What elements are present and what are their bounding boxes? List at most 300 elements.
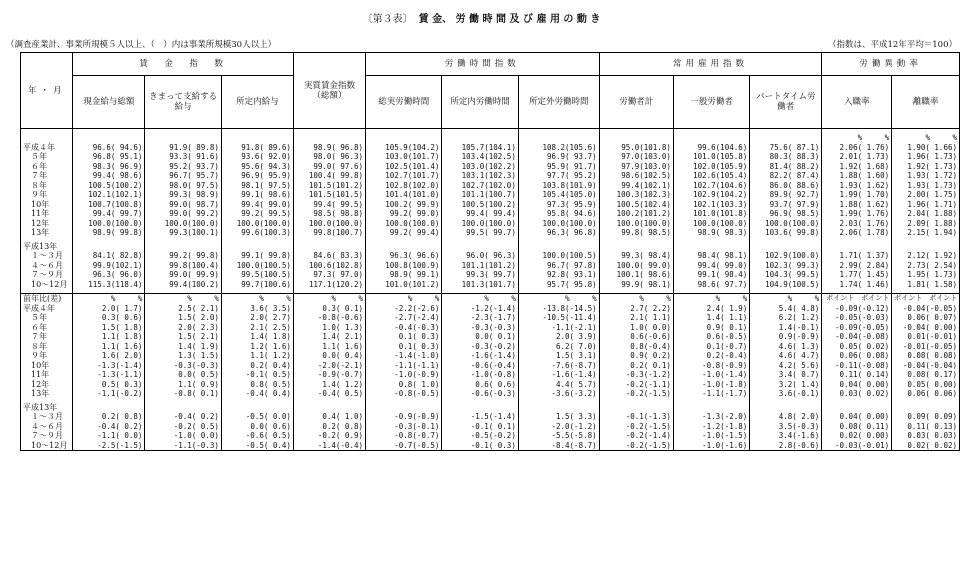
table-cell: -2.0(-2.1)	[293, 361, 365, 371]
table-cell: 2.15( 1.94)	[892, 228, 960, 238]
table-cell: ポイント ポイント	[822, 294, 892, 304]
table-cell: -1.1(-1.7)	[673, 389, 749, 399]
group-employment-index: 常用雇用指数	[599, 53, 822, 76]
table-cell: % %	[145, 294, 221, 304]
table-cell	[442, 133, 518, 143]
table-cell: 101.5(101.2)	[293, 181, 365, 191]
table-cell: 100.2(101.2)	[599, 209, 673, 219]
table-cell: -1.0(-1.5)	[673, 431, 749, 441]
table-cell: % %	[750, 294, 822, 304]
table-cell: 103.0(101.7)	[366, 152, 442, 162]
table-cell: -0.9(-0.9)	[366, 412, 442, 422]
table-cell: 1.6( 2.0)	[73, 351, 145, 361]
table-cell: -0.1( 0.3)	[442, 441, 518, 451]
table-cell: -0.8(-0.7)	[366, 431, 442, 441]
table-row	[21, 380, 960, 390]
table-cell: % %	[221, 294, 293, 304]
table-cell	[221, 403, 293, 413]
table-cell: 93.7( 97.9)	[750, 200, 822, 210]
table-cell: 100.5(102.4)	[599, 200, 673, 210]
table-row	[21, 261, 960, 271]
table-cell: -0.8(-0.9)	[673, 361, 749, 371]
table-cell	[442, 242, 518, 252]
table-cell: 0.3( 0.6)	[73, 313, 145, 323]
table-row	[21, 304, 960, 314]
table-cell	[293, 133, 365, 143]
table-cell: 0.9( 0.1)	[673, 323, 749, 333]
group-real-wage: 実質賃金指数（総額）	[293, 53, 365, 129]
table-cell	[673, 242, 749, 252]
unit-row	[21, 133, 960, 143]
table-cell: 82.2( 87.4)	[750, 171, 822, 181]
table-cell: 99.0( 99.2)	[145, 209, 221, 219]
table-cell: -0.4( 0.2)	[145, 412, 221, 422]
table-cell: 93.6( 92.0)	[221, 152, 293, 162]
table-cell	[518, 133, 599, 143]
table-cell: 1.92( 1.68)	[822, 162, 892, 172]
table-cell: 99.8( 98.5)	[599, 228, 673, 238]
row-label: ８年	[21, 342, 73, 352]
table-row	[21, 219, 960, 229]
table-cell: -0.2(-1.4)	[599, 431, 673, 441]
table-cell: 98.4( 98.1)	[673, 251, 749, 261]
table-cell: 1.1( 1.6)	[73, 342, 145, 352]
table-cell: 4.4( 5.7)	[518, 380, 599, 390]
table-cell: -8.4(-8.7)	[518, 441, 599, 451]
table-cell: 0.1( 0.3)	[366, 342, 442, 352]
table-cell: 99.4( 99.4)	[442, 209, 518, 219]
col-cash-total: 現金給与総額	[73, 76, 145, 129]
table-cell: 0.1(-0.7)	[673, 342, 749, 352]
table-cell: 0.02( 0.02)	[892, 441, 960, 451]
table-cell: -0.2( 0.5)	[145, 422, 221, 432]
group-label-row	[21, 403, 960, 413]
table-cell: 100.6(102.8)	[293, 261, 365, 271]
table-cell: 96.9( 93.7)	[518, 152, 599, 162]
table-row	[21, 332, 960, 342]
table-cell: 1.0( 1.3)	[293, 323, 365, 333]
table-row	[21, 152, 960, 162]
table-cell: -0.1( 0.1)	[442, 422, 518, 432]
table-cell	[518, 242, 599, 252]
table-body	[21, 129, 960, 451]
table-tag: 〔第３表〕	[362, 14, 413, 25]
table-cell: 99.3(100.1)	[145, 228, 221, 238]
table-cell: 0.6(-0.5)	[673, 332, 749, 342]
table-cell: 1.95( 1.73)	[892, 270, 960, 280]
table-cell: 1.1( 0.9)	[145, 380, 221, 390]
table-cell: 84.1( 82.8)	[73, 251, 145, 261]
row-label: ５年	[21, 313, 73, 323]
table-cell: 0.11( 0.14)	[822, 370, 892, 380]
table-cell: 1.5( 3.1)	[518, 351, 599, 361]
table-row	[21, 313, 960, 323]
table-cell: -2.5(-1.5)	[73, 441, 145, 451]
table-cell: 103.6( 99.8)	[750, 228, 822, 238]
row-label: ９年	[21, 351, 73, 361]
table-cell: 96.7( 95.7)	[145, 171, 221, 181]
table-cell: 99.8(100.7)	[293, 228, 365, 238]
table-row	[21, 361, 960, 371]
table-cell: 101.0(101.2)	[366, 280, 442, 290]
table-cell: -0.8(-0.6)	[293, 313, 365, 323]
table-cell: -0.3(-0.3)	[145, 361, 221, 371]
table-cell: 98.9( 99.1)	[366, 270, 442, 280]
row-label: 11年	[21, 370, 73, 380]
table-cell: 99.3( 99.7)	[442, 270, 518, 280]
table-cell: 102.9(104.2)	[673, 190, 749, 200]
table-cell: 100.5(100.2)	[73, 181, 145, 191]
col-scheduled-pay: 所定内給与	[221, 76, 293, 129]
table-cell: -0.6( 0.5)	[221, 431, 293, 441]
table-cell: 100.0(100.0)	[73, 219, 145, 229]
table-cell: 6.2( 7.0)	[518, 342, 599, 352]
table-cell: 100.0(100.0)	[145, 219, 221, 229]
table-cell: -2.0(-1.2)	[518, 422, 599, 432]
table-cell: 100.5(100.2)	[442, 200, 518, 210]
table-cell: -1.1(-2.1)	[518, 323, 599, 333]
table-cell: 95.7( 95.8)	[518, 280, 599, 290]
table-cell: 1.4(-0.1)	[750, 323, 822, 333]
table-cell: 1.0( 0.0)	[599, 323, 673, 333]
table-cell: 84.6( 83.3)	[293, 251, 365, 261]
table-cell: 101.0(105.8)	[673, 152, 749, 162]
table-cell: 1.74( 1.46)	[822, 280, 892, 290]
table-cell: 99.2( 99.4)	[366, 228, 442, 238]
table-cell: -1.4(-1.0)	[366, 351, 442, 361]
table-cell: -1.5(-1.4)	[442, 412, 518, 422]
table-cell: 91.8( 89.6)	[221, 143, 293, 153]
table-cell	[822, 242, 892, 252]
table-cell	[73, 242, 145, 252]
table-cell: 99.4(102.1)	[599, 181, 673, 191]
unit-row	[21, 294, 960, 304]
row-label: ８年	[21, 181, 73, 191]
table-row	[21, 251, 960, 261]
table-cell: 100.8(100.9)	[366, 261, 442, 271]
table-row	[21, 389, 960, 399]
table-cell: 0.2(-0.4)	[673, 351, 749, 361]
row-label: １～３月	[21, 251, 73, 261]
note-right: （指数は、平成12年平均＝100）	[827, 40, 957, 50]
table-cell: 105.9(104.2)	[366, 143, 442, 153]
table-cell: -0.04(-0.04)	[892, 361, 960, 371]
table-cell: -0.5(-0.2)	[442, 431, 518, 441]
table-cell: 104.9(100.5)	[750, 280, 822, 290]
table-cell: 1.99( 1.76)	[822, 209, 892, 219]
table-cell: 93.3( 91.6)	[145, 152, 221, 162]
table-cell: -0.1( 0.5)	[221, 370, 293, 380]
table-cell: 100.0(100.0)	[750, 219, 822, 229]
table-cell: -0.09(-0.12)	[822, 304, 892, 314]
table-cell: 0.8(-0.4)	[599, 342, 673, 352]
table-cell: 100.0(100.0)	[293, 219, 365, 229]
table-cell: 102.1(102.1)	[73, 190, 145, 200]
table-cell: 98.0( 97.5)	[145, 181, 221, 191]
table-row	[21, 431, 960, 441]
table-cell: 0.3( 0.1)	[293, 304, 365, 314]
table-row	[21, 342, 960, 352]
table-cell: -2.2(-2.6)	[366, 304, 442, 314]
row-label: 平成４年	[21, 143, 73, 153]
table-cell: 103.1(102.3)	[442, 171, 518, 181]
table-cell: 0.06( 0.07)	[892, 313, 960, 323]
group-hours-index: 労働時間指数	[366, 53, 600, 76]
table-cell: -1.0(-0.9)	[366, 370, 442, 380]
table-cell: 0.2( 0.8)	[73, 412, 145, 422]
table-cell: 100.0(100.0)	[442, 219, 518, 229]
table-cell: 2.04( 1.88)	[892, 209, 960, 219]
table-cell: 100.0(100.0)	[366, 219, 442, 229]
table-cell: 103.4(102.5)	[442, 152, 518, 162]
col-regular-pay: きまって支給する給与	[145, 76, 221, 129]
table-cell: 102.3( 99.3)	[750, 261, 822, 271]
table-cell: 0.4( 1.0)	[293, 412, 365, 422]
table-cell: -10.5(-11.4)	[518, 313, 599, 323]
table-cell: 2.01( 1.73)	[822, 152, 892, 162]
table-cell: % %	[673, 294, 749, 304]
table-cell: 2.0( 3.9)	[518, 332, 599, 342]
table-cell: -0.9(-0.7)	[293, 370, 365, 380]
table-cell	[892, 242, 960, 252]
table-cell: 3.4(-1.6)	[750, 431, 822, 441]
table-cell: -0.05(-0.03)	[822, 313, 892, 323]
table-cell: 99.7(100.6)	[221, 280, 293, 290]
table-cell: 0.6( 0.6)	[442, 380, 518, 390]
table-cell: 98.6( 97.7)	[673, 280, 749, 290]
col-general-workers: 一般労働者	[673, 76, 749, 129]
table-cell: 2.06( 1.76)	[822, 143, 892, 153]
table-cell: 98.9( 98.3)	[673, 228, 749, 238]
table-cell: 0.05( 0.02)	[822, 342, 892, 352]
table-cell	[750, 403, 822, 413]
table-cell: 1.88( 1.60)	[822, 171, 892, 181]
table-cell: 1.93( 1.62)	[822, 181, 892, 191]
table-cell: 104.3( 99.5)	[750, 270, 822, 280]
table-cell: 2.12( 1.92)	[892, 251, 960, 261]
table-cell: 2.0( 1.7)	[73, 304, 145, 314]
table-cell: 100.1( 98.6)	[599, 270, 673, 280]
row-label: ９年	[21, 190, 73, 200]
table-cell: 2.0( 2.7)	[221, 313, 293, 323]
table-cell: 99.0( 97.6)	[293, 162, 365, 172]
table-cell: 0.9( 0.2)	[599, 351, 673, 361]
table-cell: -0.03(-0.01)	[822, 441, 892, 451]
table-cell: -0.11(-0.08)	[822, 361, 892, 371]
table-cell: ポイント ポイント	[892, 294, 960, 304]
table-cell: 95.0(101.8)	[599, 143, 673, 153]
table-cell: 101.5(101.5)	[293, 190, 365, 200]
table-cell	[293, 403, 365, 413]
table-cell: -1.1(-0.2)	[73, 389, 145, 399]
table-cell: 99.4( 98.6)	[73, 171, 145, 181]
table-cell: 98.9( 99.8)	[73, 228, 145, 238]
table-cell: 102.0(105.9)	[673, 162, 749, 172]
table-cell: -0.2(-1.5)	[599, 422, 673, 432]
row-label: 12年	[21, 380, 73, 390]
table-cell: 1.5( 2.1)	[145, 332, 221, 342]
row-label	[21, 133, 73, 143]
table-cell: 1.71( 1.37)	[822, 251, 892, 261]
table-cell: 102.6(105.4)	[673, 171, 749, 181]
col-workers-total: 労働者計	[599, 76, 673, 129]
note-left: （調査産業計、事業所規模５人以上、（ ）内は事業所規模30人以上）	[6, 40, 277, 50]
table-cell: 97.0(103.0)	[599, 152, 673, 162]
table-cell: 96.9( 98.5)	[750, 209, 822, 219]
table-cell: 101.0(101.8)	[673, 209, 749, 219]
table-cell: 0.5( 0.3)	[73, 380, 145, 390]
table-cell: 96.7( 97.8)	[518, 261, 599, 271]
table-cell: -0.5( 0.4)	[221, 441, 293, 451]
table-cell: 100.4( 99.8)	[293, 171, 365, 181]
table-cell	[599, 133, 673, 143]
table-cell: 3.6( 3.5)	[221, 304, 293, 314]
table-cell: 117.1(120.2)	[293, 280, 365, 290]
table-cell: 2.4( 1.9)	[673, 304, 749, 314]
table-cell: 100.0(100.5)	[221, 261, 293, 271]
row-label: 10～12月	[21, 280, 73, 290]
table-cell: 1.88( 1.62)	[822, 200, 892, 210]
table-row	[21, 441, 960, 451]
table-cell	[599, 403, 673, 413]
table-cell: 96.3( 96.8)	[518, 228, 599, 238]
table-cell: 1.1( 1.2)	[221, 351, 293, 361]
table-cell: 97.7( 95.2)	[518, 171, 599, 181]
table-cell: -1.2(-1.4)	[442, 304, 518, 314]
table-cell: % %	[366, 294, 442, 304]
table-cell: 102.9(100.0)	[750, 251, 822, 261]
table-cell: -0.01(-0.05)	[892, 342, 960, 352]
table-cell: % %	[442, 294, 518, 304]
row-label: 12年	[21, 219, 73, 229]
table-cell: -1.1(-0.3)	[145, 441, 221, 451]
table-cell: -2.7(-2.4)	[366, 313, 442, 323]
table-cell: 100.0( 99.0)	[599, 261, 673, 271]
row-label: 平成４年	[21, 304, 73, 314]
table-cell: % %	[599, 294, 673, 304]
col-total-hours: 総実労働時間	[366, 76, 442, 129]
table-cell: -0.3(-0.2)	[442, 342, 518, 352]
table-cell: 2.06( 1.78)	[822, 228, 892, 238]
table-cell: 2.7( 2.2)	[599, 304, 673, 314]
table-cell: 1.4( 1.1)	[673, 313, 749, 323]
table-cell: -1.1( 0.0)	[73, 431, 145, 441]
table-cell: -0.4( 0.4)	[221, 389, 293, 399]
row-label: 10年	[21, 200, 73, 210]
table-cell: 86.0( 88.6)	[750, 181, 822, 191]
table-row	[21, 270, 960, 280]
col-scheduled-hours: 所定内労働時間	[442, 76, 518, 129]
table-cell: 108.2(105.6)	[518, 143, 599, 153]
table-cell	[221, 242, 293, 252]
table-cell: 1.2( 1.6)	[221, 342, 293, 352]
table-cell: -0.3(-1.2)	[599, 370, 673, 380]
table-cell: 1.4( 2.1)	[293, 332, 365, 342]
table-cell	[293, 242, 365, 252]
table-cell: 91.9( 89.8)	[145, 143, 221, 153]
table-cell: 0.08( 0.17)	[892, 370, 960, 380]
table-title-text: 賃 金、 労 働 時 間 及 び 雇 用 の 動 き	[418, 14, 601, 25]
table-cell: 0.09( 0.09)	[892, 412, 960, 422]
table-cell: 99.9( 98.1)	[599, 280, 673, 290]
table-cell: 99.1( 98.4)	[673, 270, 749, 280]
table-cell: 98.9( 96.8)	[293, 143, 365, 153]
table-cell	[599, 242, 673, 252]
table-cell: -1.3(-1.1)	[73, 370, 145, 380]
table-cell: 4.2( 5.6)	[750, 361, 822, 371]
table-cell: -0.6(-0.3)	[442, 389, 518, 399]
table-cell: -1.0(-1.6)	[673, 441, 749, 451]
row-label: 前年比(差)	[21, 294, 73, 304]
table-cell: 1.96( 1.71)	[892, 200, 960, 210]
table-row	[21, 171, 960, 181]
table-cell: 4.8( 2.0)	[750, 412, 822, 422]
table-cell: 99.1( 98.6)	[221, 190, 293, 200]
table-cell: -1.0(-1.8)	[673, 380, 749, 390]
table-row	[21, 323, 960, 333]
table-cell: -0.3(-0.1)	[366, 422, 442, 432]
table-row	[21, 181, 960, 191]
table-cell: 0.8( 0.5)	[221, 380, 293, 390]
table-cell: 96.3( 96.6)	[366, 251, 442, 261]
row-label: 13年	[21, 228, 73, 238]
table-cell: -3.6(-3.2)	[518, 389, 599, 399]
table-cell: -1.6(-1.4)	[442, 351, 518, 361]
table-cell: 1.90( 1.66)	[892, 143, 960, 153]
table-cell: -0.04( 0.00)	[892, 323, 960, 333]
group-label-row	[21, 242, 960, 252]
table-cell: 102.1(103.3)	[673, 200, 749, 210]
table-cell: 0.0( 0.1)	[442, 332, 518, 342]
table-cell: 0.04( 0.00)	[822, 412, 892, 422]
table-cell: 99.3( 98.9)	[145, 190, 221, 200]
table-cell: 115.3(118.4)	[73, 280, 145, 290]
table-cell: 95.8( 94.6)	[518, 209, 599, 219]
table-cell: 80.3( 88.3)	[750, 152, 822, 162]
row-label: 平成13年	[21, 242, 73, 252]
table-cell: 92.8( 93.1)	[518, 270, 599, 280]
table-cell: 98.6(102.5)	[599, 171, 673, 181]
table-cell: 100.0(100.0)	[599, 219, 673, 229]
table-cell: 96.3( 96.0)	[73, 270, 145, 280]
table-cell: 95.9( 91.7)	[518, 162, 599, 172]
table-cell: 99.5(100.5)	[221, 270, 293, 280]
table-cell: 96.6( 94.6)	[73, 143, 145, 153]
table-cell: 103.8(101.9)	[518, 181, 599, 191]
table-cell: 1.5( 3.3)	[518, 412, 599, 422]
table-cell: % %	[518, 294, 599, 304]
table-cell: 99.8(100.4)	[145, 261, 221, 271]
table-cell: 97.9(103.0)	[599, 162, 673, 172]
table-cell: 99.4( 99.5)	[293, 200, 365, 210]
table-cell: 99.1( 99.8)	[221, 251, 293, 261]
table-cell: 4.6( 4.7)	[750, 351, 822, 361]
table-cell: 1.99( 1.70)	[822, 190, 892, 200]
table-cell: 1.93( 1.72)	[892, 171, 960, 181]
table-cell: -1.0(-1.4)	[673, 370, 749, 380]
group-labor-turnover: 労働異動率	[822, 53, 960, 76]
table-row	[21, 190, 960, 200]
table-cell: -0.4( 0.5)	[293, 389, 365, 399]
table-cell: 102.7(104.6)	[673, 181, 749, 191]
table-cell: 100.0(100.0)	[221, 219, 293, 229]
row-label: ４～６月	[21, 261, 73, 271]
table-cell: 102.5(101.4)	[366, 162, 442, 172]
table-cell: 100.0(100.5)	[518, 251, 599, 261]
col-year-month: 年・月	[21, 53, 73, 129]
col-overtime-hours: 所定外労働時間	[518, 76, 599, 129]
table-cell: 103.0(102.2)	[442, 162, 518, 172]
